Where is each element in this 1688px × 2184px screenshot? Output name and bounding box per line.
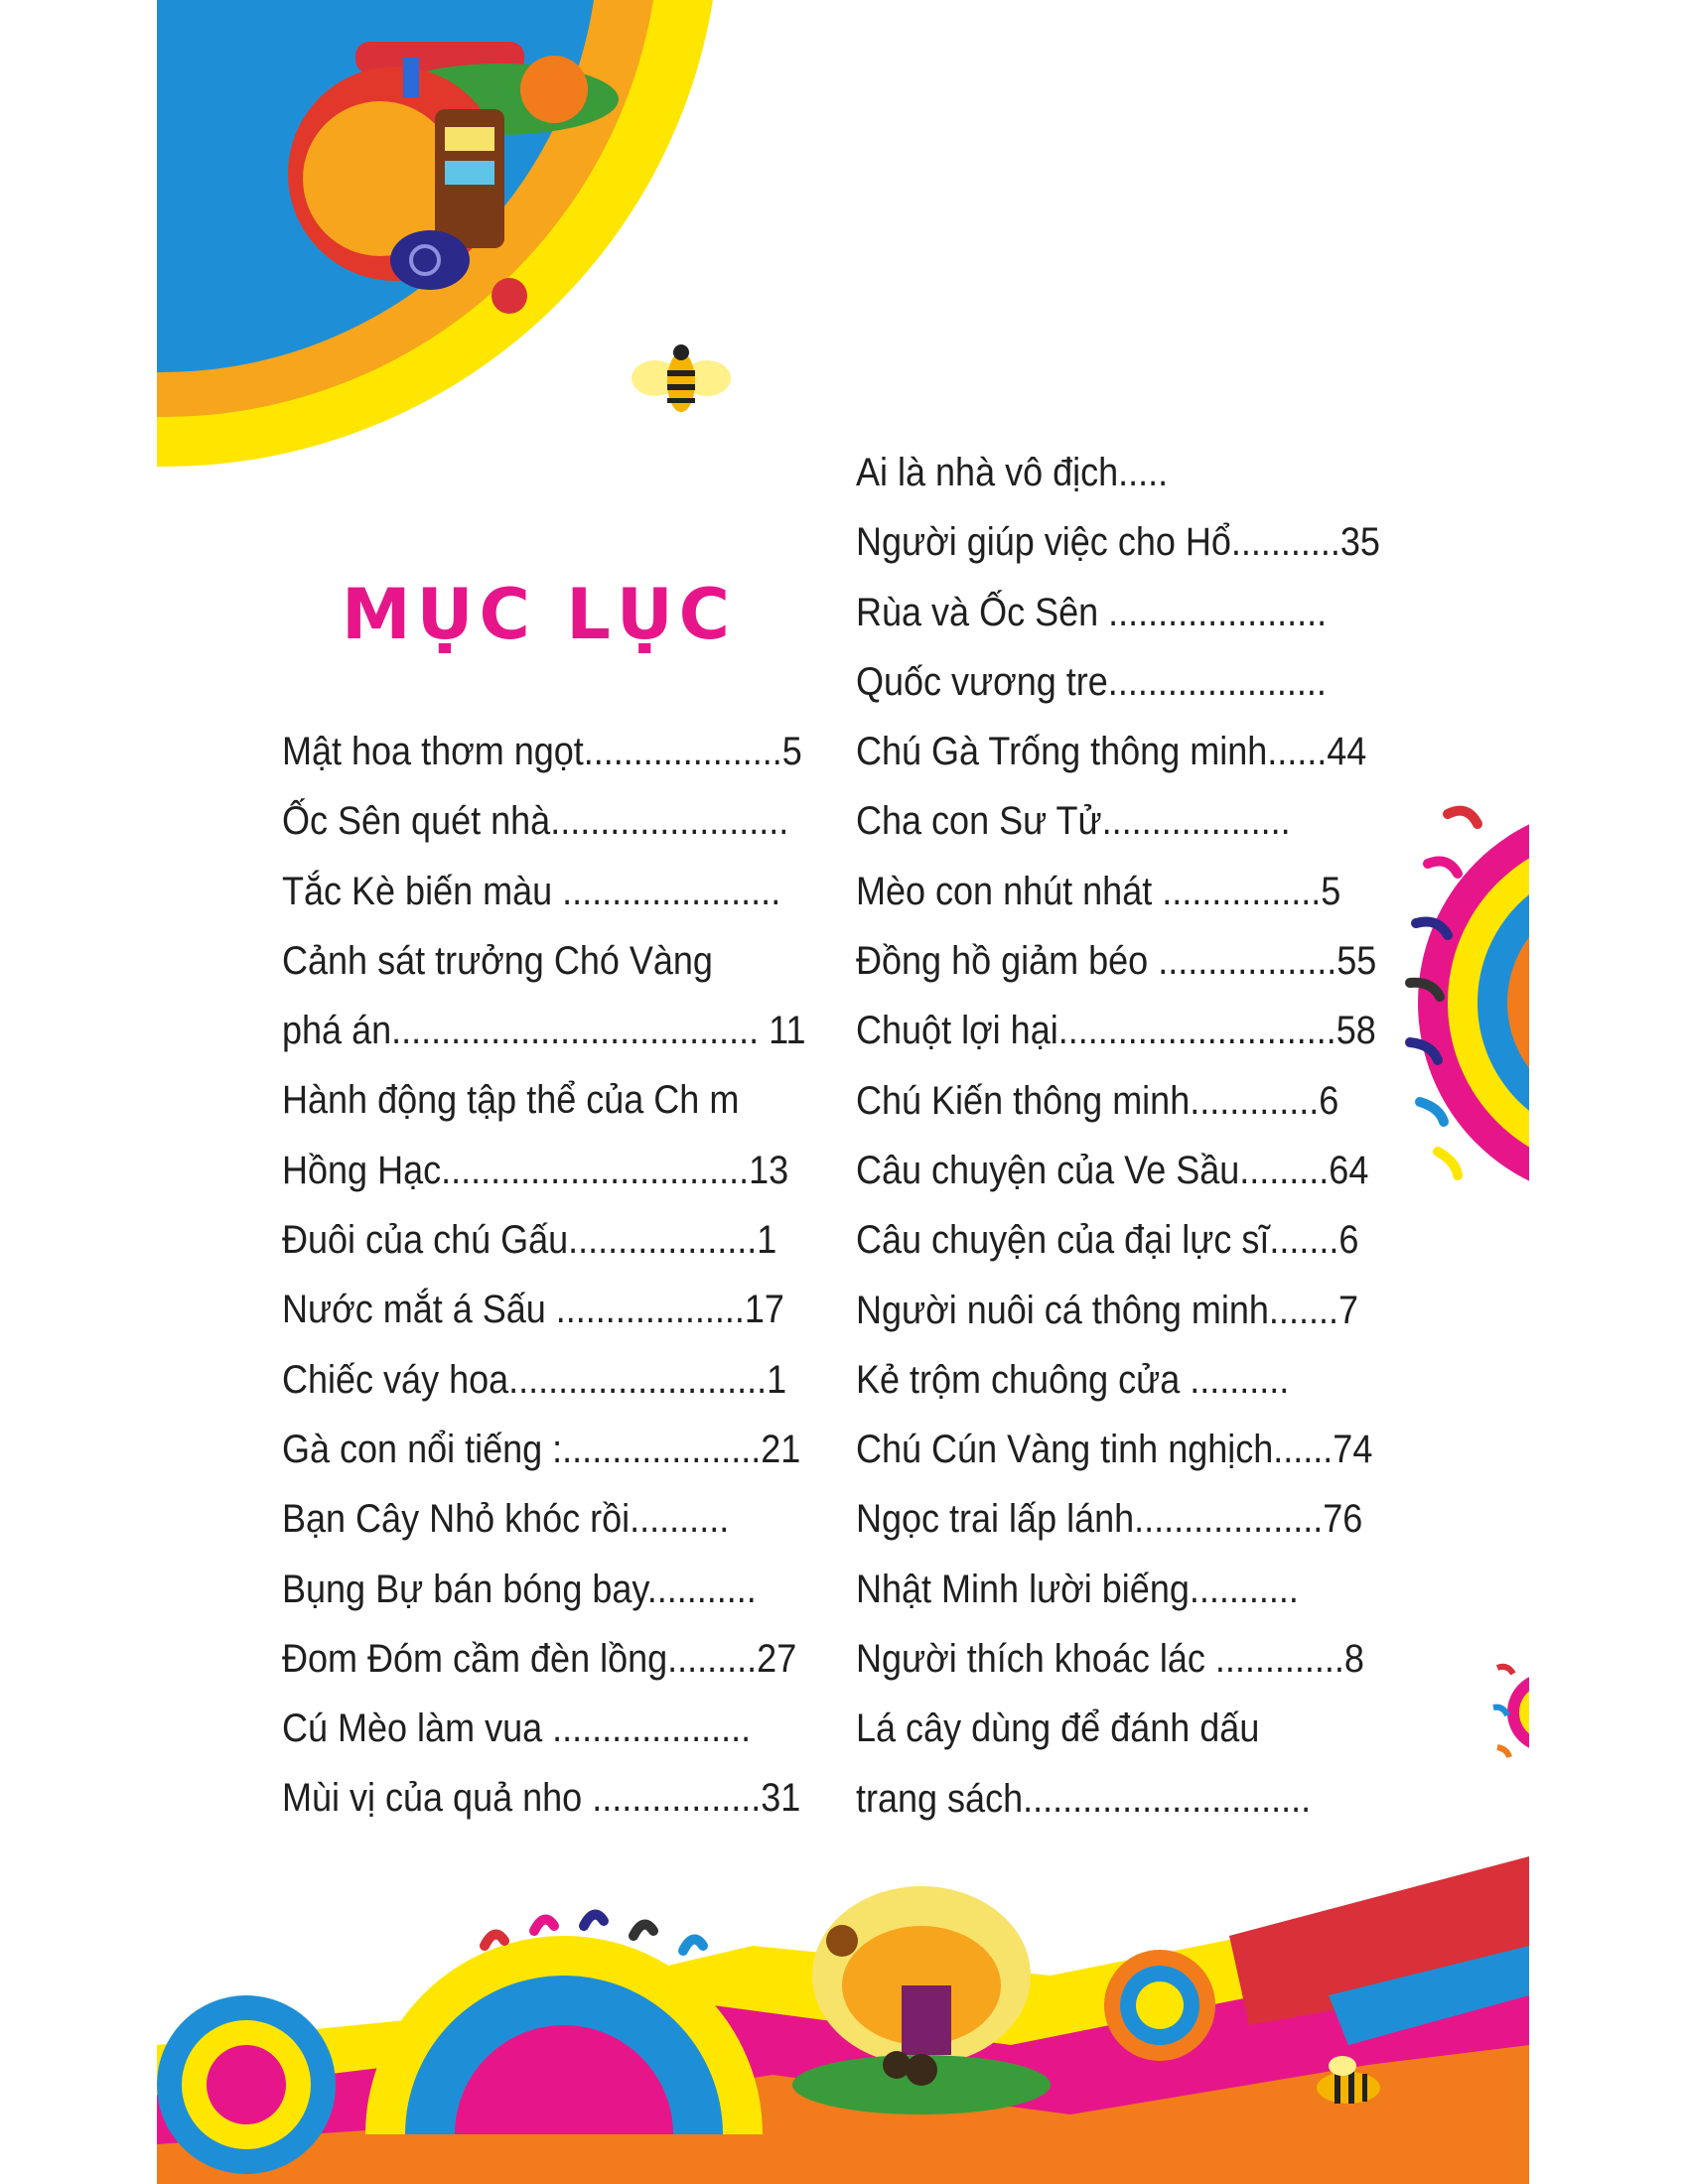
small-rainbow-ball-icon xyxy=(1104,1950,1215,2061)
toc-entry: Ngọc trai lấp lánh...................76 xyxy=(856,1497,1363,1542)
toc-entry: Câu chuyện của đại lực sĩ.......6 xyxy=(856,1218,1359,1263)
toc-entry: Rùa và Ốc Sên ...................... xyxy=(856,590,1328,634)
toc-entry: Ai là nhà vô địch..... xyxy=(856,451,1169,494)
toc-entry: Nhật Minh lười biếng........... xyxy=(856,1567,1299,1611)
toc-entry: Lá cây dùng để đánh dấu xyxy=(856,1706,1260,1751)
toc-entry: Bụng Bự bán bóng bay........... xyxy=(282,1567,757,1611)
book-page xyxy=(157,0,1529,2184)
toc-entry: Chú Kiến thông minh.............6 xyxy=(856,1078,1339,1123)
toc-entry: Chú Cún Vàng tinh nghịch......74 xyxy=(856,1428,1373,1472)
toc-entry: Chú Gà Trống thông minh......44 xyxy=(856,730,1367,774)
small-sun-icon xyxy=(1493,1667,1529,1757)
snail-shell-house-icon xyxy=(792,1886,1051,2115)
toc-entry: Gà con nổi tiếng :....................21 xyxy=(282,1427,801,1471)
toc-entry: Nước mắt á Sấu ...................17 xyxy=(282,1288,784,1332)
page-title: MỤC LỤC xyxy=(342,574,737,655)
toc-entry: phá án..................................... 11 xyxy=(282,1009,806,1053)
toc-entry: Mèo con nhút nhát ................5 xyxy=(856,869,1341,913)
toc-entry: Hồng Hạc...............................13 xyxy=(282,1148,789,1192)
toc-entry: Cha con Sư Tử................... xyxy=(856,799,1291,844)
toc-entry: Chuột lợi hại............................58 xyxy=(856,1009,1376,1053)
toc-entry: Đồng hồ giảm béo ..................55 xyxy=(856,939,1377,984)
toc-entry: trang sách............................. xyxy=(856,1776,1312,1821)
toc-entry: Đom Đóm cầm đèn lồng.........27 xyxy=(282,1636,797,1681)
toc-entry: Mật hoa thơm ngọt....................5 xyxy=(282,730,802,773)
toc-entry: Mùi vị của quả nho .................31 xyxy=(282,1776,801,1821)
toc-entry: Chiếc váy hoa..........................1 xyxy=(282,1357,787,1402)
toc-entry: Cảnh sát trưởng Chó Vàng xyxy=(282,938,713,983)
toc-entry: Người thích khoác lác .............8 xyxy=(856,1637,1364,1682)
toc-entry: Cú Mèo làm vua .................... xyxy=(282,1706,752,1751)
toc-entry: Câu chuyện của Ve Sầu.........64 xyxy=(856,1148,1369,1192)
ant-icon xyxy=(826,1925,937,2086)
bee-icon xyxy=(632,344,731,412)
toc-entry: Đuôi của chú Gấu...................1 xyxy=(282,1218,777,1263)
toc-entry: Ốc Sên quét nhà........................ xyxy=(282,799,789,844)
half-sun-icon xyxy=(365,1915,763,2134)
bottom-bee-icon xyxy=(1317,2056,1380,2104)
toc-entry: Kẻ trộm chuông cửa .......... xyxy=(856,1357,1290,1402)
toc-entry: Hành động tập thể của Ch m xyxy=(282,1078,740,1123)
toc-right-column xyxy=(856,438,1442,1834)
top-left-illustration xyxy=(157,0,1529,477)
toc-entry: Quốc vương tre...................... xyxy=(856,659,1327,704)
toc-entry: Người giúp việc cho Hổ...........35 xyxy=(856,520,1380,565)
toc-entry: Người nuôi cá thông minh.......7 xyxy=(856,1288,1358,1332)
rainbow-ball-icon xyxy=(157,1995,336,2174)
toc-entry: Bạn Cây Nhỏ khóc rồi.......... xyxy=(282,1497,730,1542)
toc-left-column xyxy=(282,717,808,1834)
toc-entry: Tắc Kè biến màu ...................... xyxy=(282,869,781,913)
